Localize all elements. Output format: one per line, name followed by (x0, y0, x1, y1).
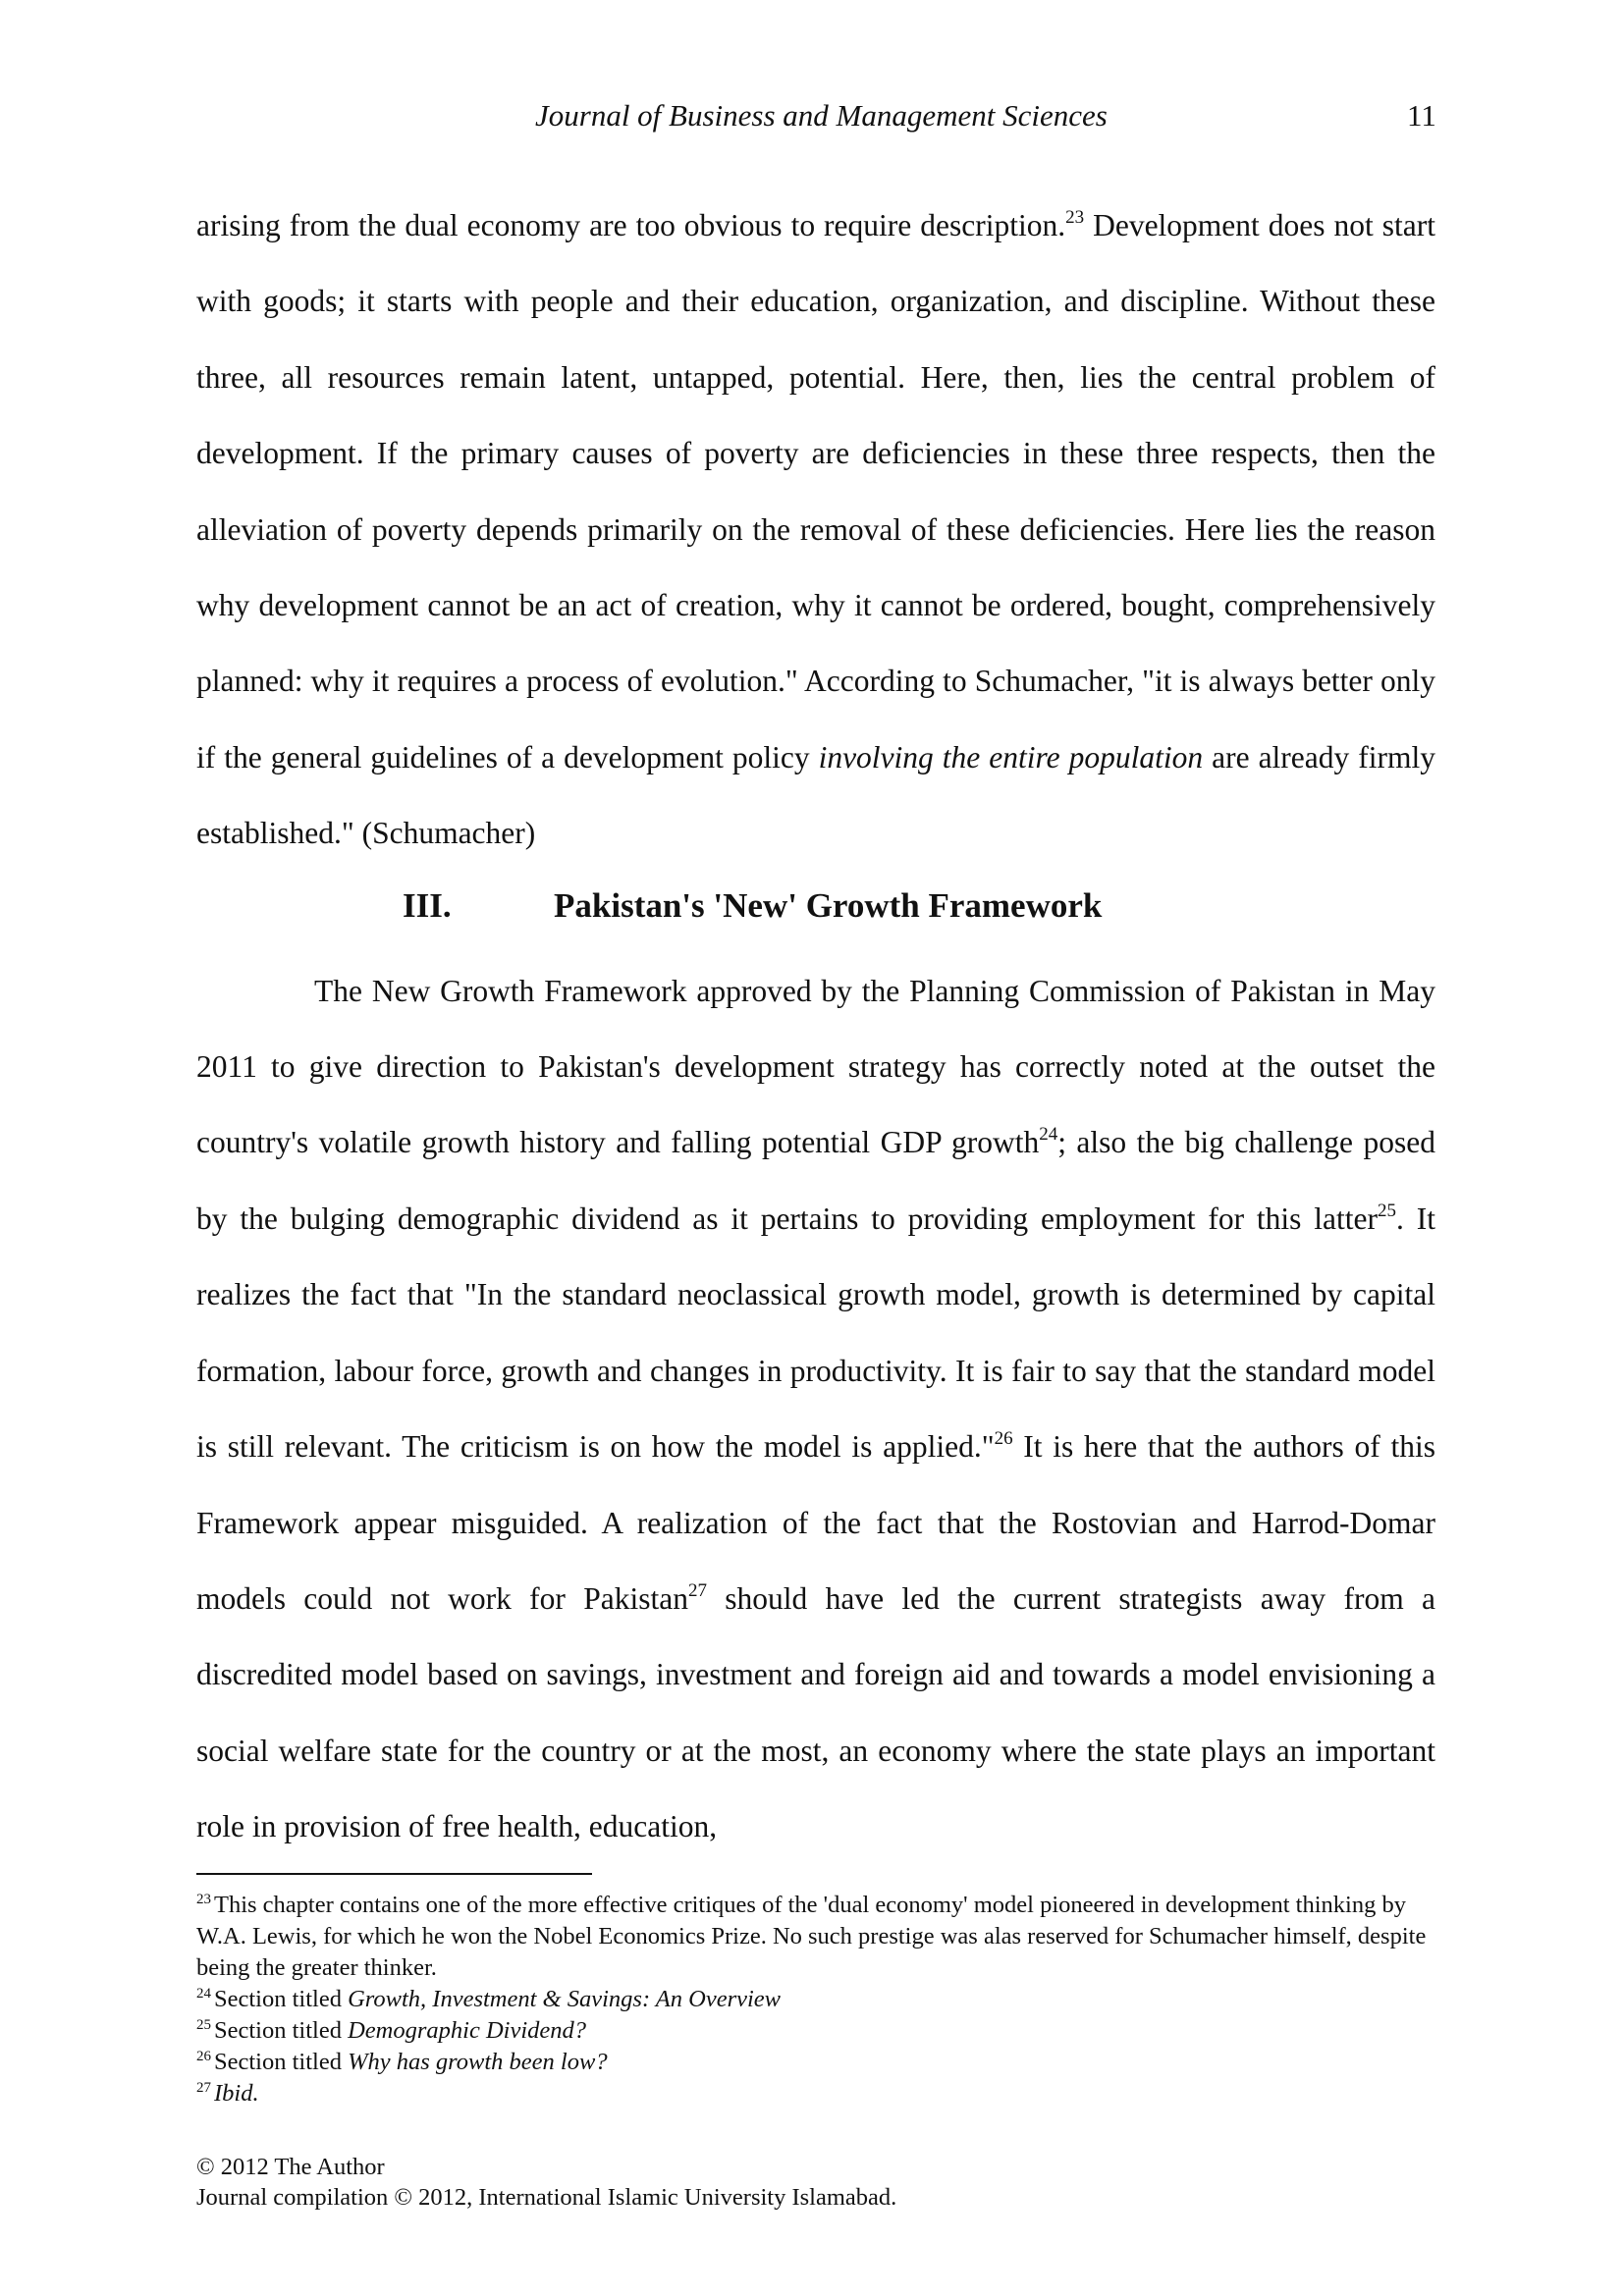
page-number: 11 (1407, 98, 1436, 133)
footnote-italic: Demographic Dividend? (348, 2017, 587, 2044)
footnote-ref[interactable]: 27 (687, 1579, 707, 1601)
footnote-number: 23 (196, 1892, 211, 1907)
text-run: The New Growth Framework approved by the Planning Commission of Pakistan in May 2011 to give direction to Pakistan's development strategy has correctly noted at the outset the country's volatile growth history and falling potential GDP growth (196, 973, 1435, 1160)
section-title: Pakistan's 'New' Growth Framework (554, 885, 1103, 925)
compilation-line: Journal compilation © 2012, International Islamic University Islamabad. (196, 2184, 897, 2211)
footnote-ref[interactable]: 25 (1378, 1200, 1397, 1221)
text-run: . It realizes the fact that "In the standard neoclassical growth model, growth is determined by capital formation, labour force, growth and changes in productivity. It is fair to say that the standard model is still relevant. The criticism is on how the model is applied." (196, 1201, 1435, 1465)
footnote-separator (196, 1873, 592, 1875)
running-header (0, 98, 1623, 147)
text-run: should have led the current strategists away from a discredited model based on savings, investment and foreign aid and towards a model envisioning a social welfare state for the country or at the most, an economy where the state plays an important role in provision of free health, education, (196, 1580, 1435, 1844)
footnote-italic: Ibid. (214, 2080, 259, 2107)
footnote-text: Section titled (214, 1986, 349, 2012)
footnote-number: 26 (196, 2049, 211, 2064)
page-footer (196, 2152, 1435, 2213)
footnote (196, 2015, 1435, 2047)
footnote-italic: Why has growth been low? (348, 2049, 608, 2075)
footnote-number: 25 (196, 2017, 211, 2033)
main-text (196, 187, 1435, 1865)
body-paragraph (196, 953, 1435, 1865)
section-heading (196, 873, 1435, 951)
footnote (196, 1984, 1435, 2015)
footnote (196, 2078, 1435, 2109)
journal-name: Journal of Business and Management Sciences (535, 98, 1108, 133)
text-run: ; also the big challenge posed by the bulging demographic dividend as it pertains to providing employment for this latter (196, 1125, 1435, 1236)
footnotes (196, 1890, 1435, 2109)
footnote (196, 1890, 1435, 1984)
footnote-ref[interactable]: 23 (1065, 207, 1085, 228)
footnote-ref[interactable]: 24 (1039, 1124, 1058, 1146)
text-run: are already firmly established." (Schumacher) (196, 739, 1435, 851)
footnote-text: This chapter contains one of the more effective critiques of the 'dual economy' model pioneered in development thinking by W.A. Lewis, for which he won the Nobel Economics Prize. No such prestige was alas reserved for Schumacher himself, despite being the greater thinker. (196, 1892, 1427, 1981)
emphasis-text: involving the entire population (818, 739, 1204, 774)
footnote-italic: Growth, Investment & Savings: An Overview (348, 1986, 782, 2012)
text-run: Development does not start with goods; it starts with people and their education, organization, and discipline. Without these three, all resources remain latent, untapped, potential. Here, then, lies the central problem of development. If the primary causes of poverty are deficiencies in these three respects, then the alleviation of poverty depends primarily on the removal of these deficiencies. Here lies the reason why development cannot be an act of creation, why it cannot be ordered, bought, comprehensively planned: why it requires a process of evolution." According to Schumacher, "it is always better only if the general guidelines of a development policy (196, 208, 1435, 774)
section-number: III. (403, 885, 452, 925)
body-paragraph (196, 187, 1435, 872)
text-run: arising from the dual economy are too obvious to require description. (196, 208, 1066, 242)
footnote-ref[interactable]: 26 (994, 1428, 1013, 1450)
footnote (196, 2047, 1435, 2078)
text-run: It is here that the authors of this Framework appear misguided. A realization of the fact that the Rostovian and Harrod-Domar models could not work for Pakistan (196, 1429, 1435, 1616)
footnote-text: Section titled (214, 2049, 349, 2075)
footnote-number: 27 (196, 2080, 211, 2096)
footnote-number: 24 (196, 1986, 211, 2002)
footnote-text: Section titled (214, 2017, 349, 2044)
copyright-line: © 2012 The Author (196, 2154, 385, 2180)
